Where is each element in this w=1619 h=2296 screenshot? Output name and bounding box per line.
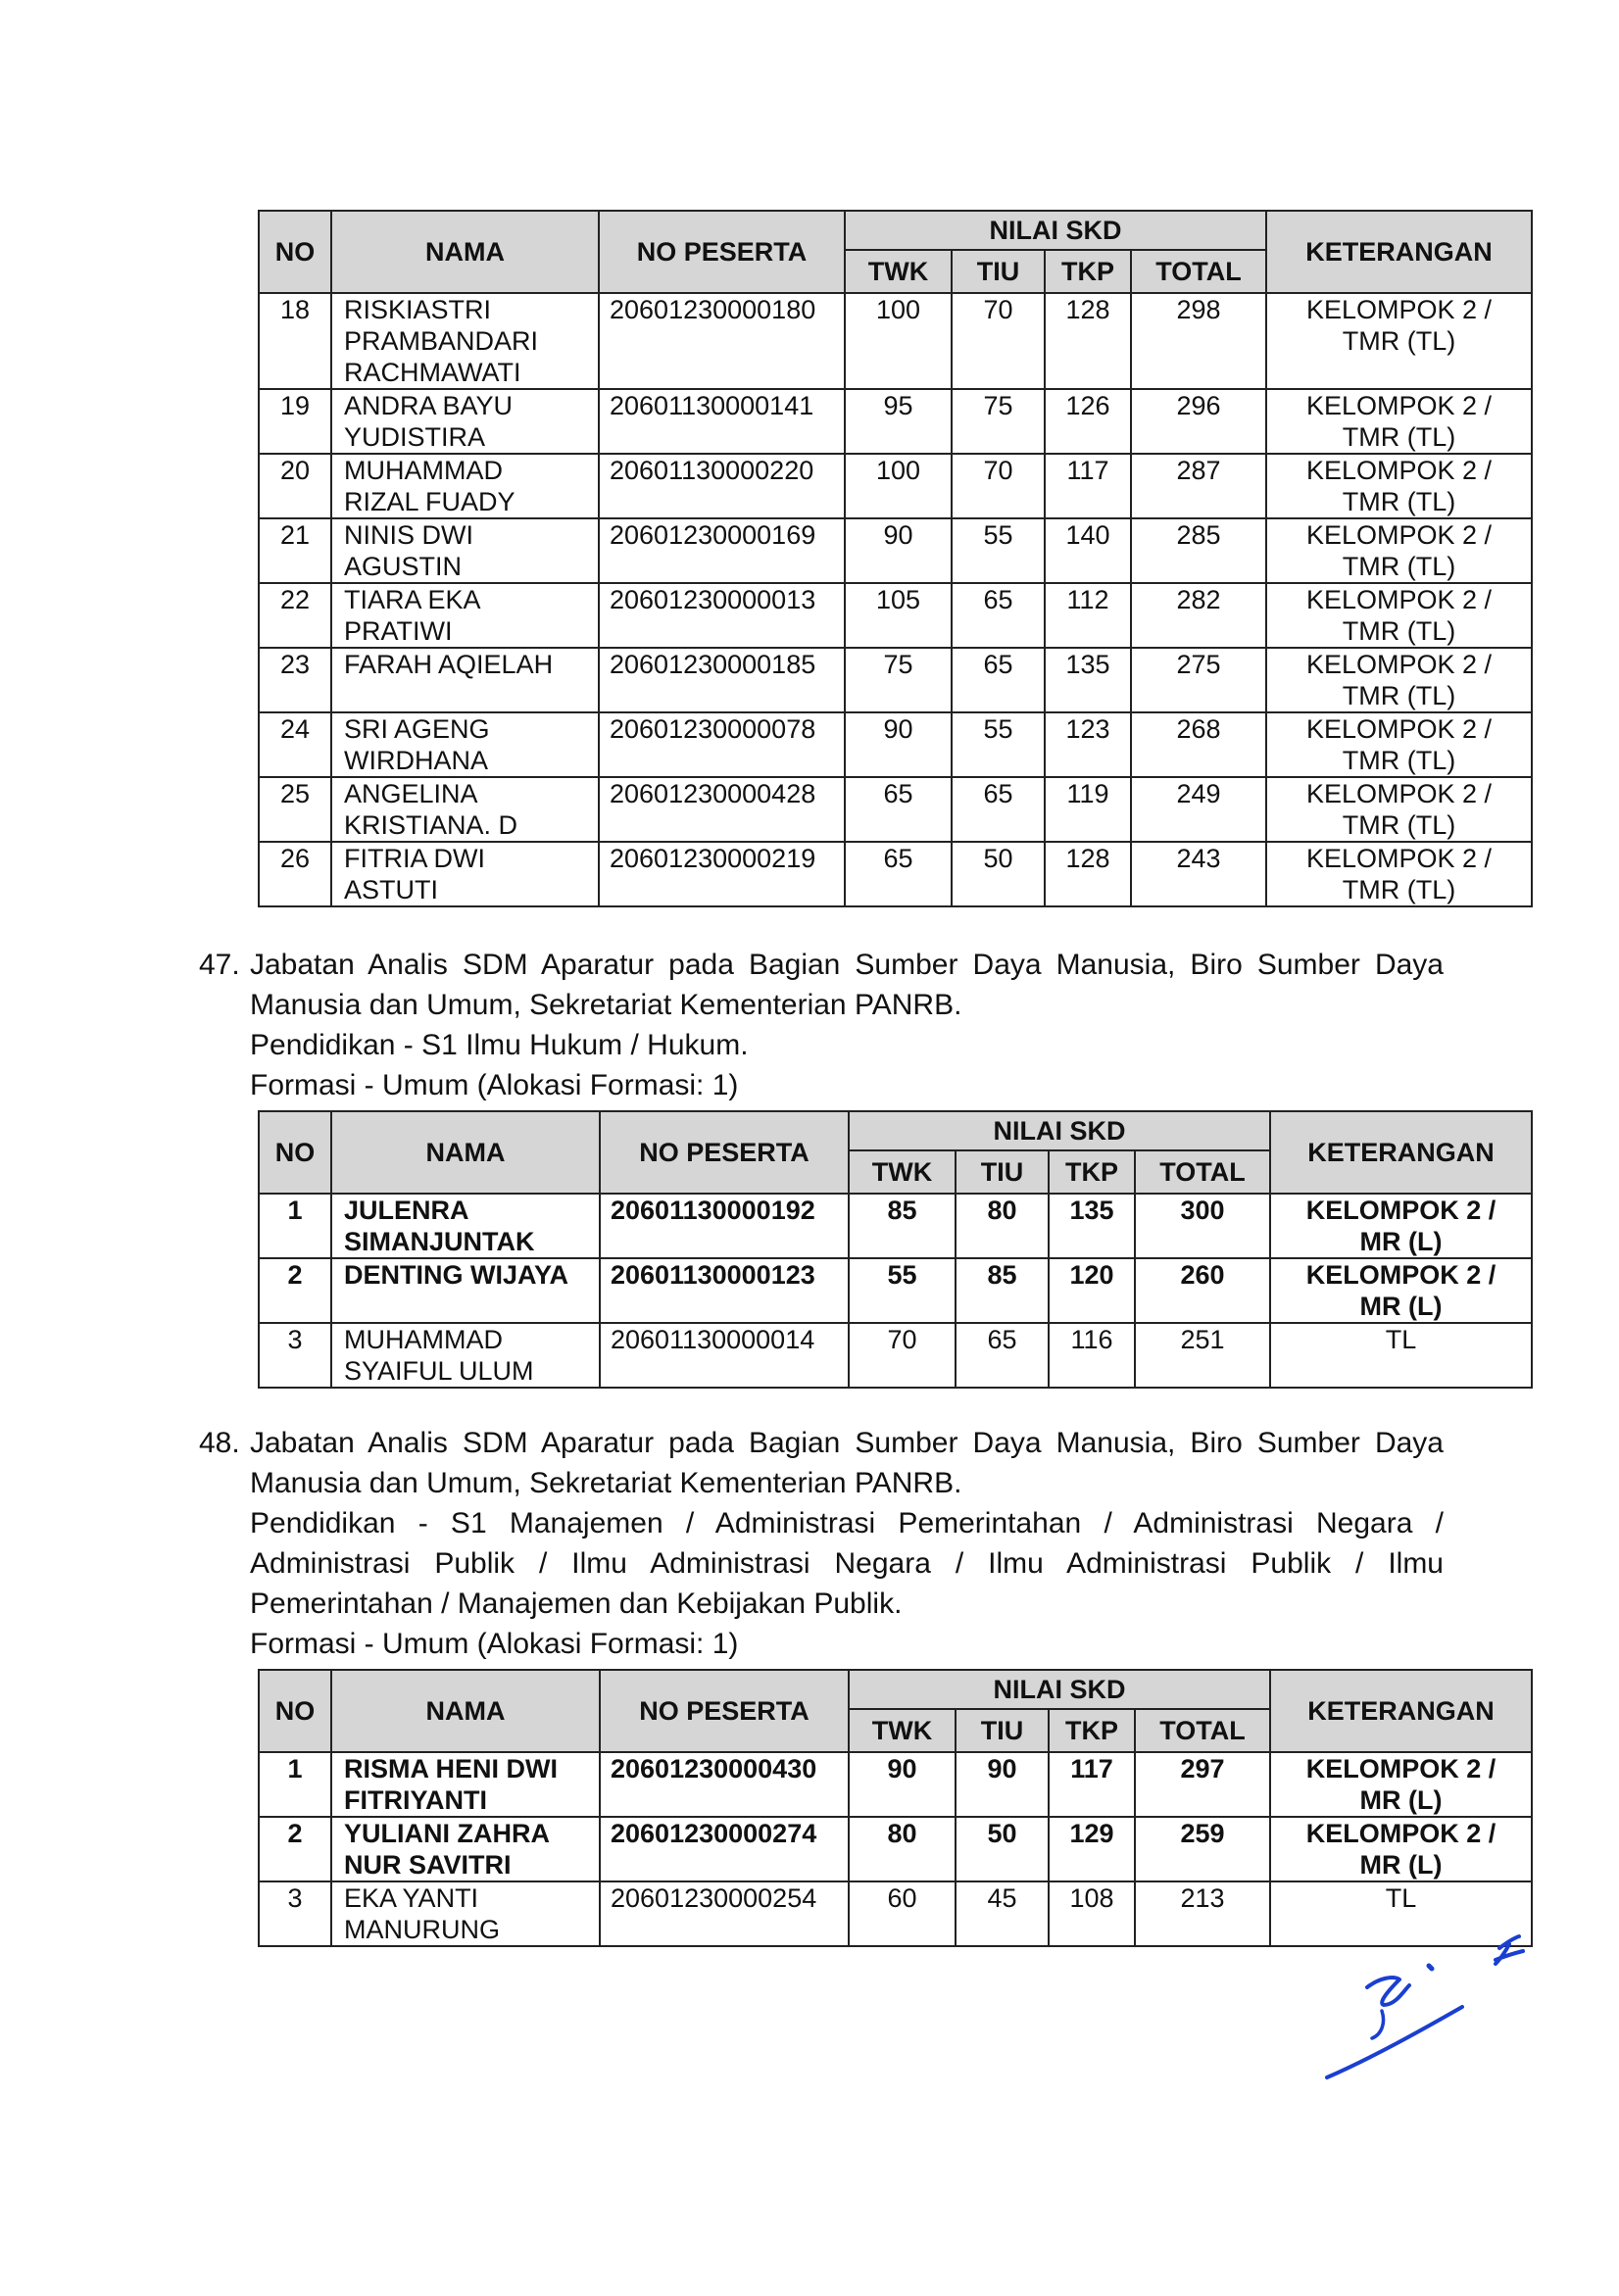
- cell-keterangan-line: KELOMPOK 2 /: [1305, 456, 1493, 485]
- cell-total: 287: [1131, 454, 1266, 518]
- cell-nama-line: RIZAL FUADY: [344, 487, 515, 516]
- header-no-peserta: NO PESERTA: [600, 1670, 849, 1752]
- table-row: [259, 518, 1532, 583]
- cell-nama-line: DENTING WIJAYA: [344, 1260, 569, 1290]
- cell-nama-line: MUHAMMAD: [344, 456, 503, 485]
- cell-no: 2: [259, 1258, 331, 1323]
- cell-no: 21: [259, 518, 331, 583]
- pendidikan-text: Administrasi Publik / Ilmu Administrasi Negara / Ilmu Administrasi Publik / Ilmu: [250, 1547, 1444, 1580]
- cell-tiu: 70: [952, 454, 1045, 518]
- cell-tkp: 128: [1045, 293, 1131, 389]
- cell-keterangan-line: MR (L): [1359, 1850, 1443, 1880]
- cell-no-peserta: 20601230000180: [599, 293, 845, 389]
- cell-keterangan-line: MR (L): [1359, 1227, 1443, 1256]
- cell-nama: [331, 583, 599, 648]
- cell-nama-line: FARAH AQIELAH: [344, 650, 554, 679]
- cell-keterangan: [1266, 842, 1532, 906]
- header-keterangan: KETERANGAN: [1270, 1670, 1532, 1752]
- cell-nama-line: WIRDHANA: [344, 746, 488, 775]
- cell-tkp: 126: [1045, 389, 1131, 454]
- header-tiu: TIU: [956, 1709, 1049, 1752]
- cell-total: 213: [1135, 1881, 1270, 1946]
- cell-nama-line: RISMA HENI DWI: [344, 1754, 558, 1783]
- cell-twk: 80: [849, 1817, 956, 1881]
- cell-tiu: 55: [952, 712, 1045, 777]
- cell-no: 3: [259, 1881, 331, 1946]
- cell-twk: 95: [845, 389, 952, 454]
- table-row: [259, 712, 1532, 777]
- cell-no: 22: [259, 583, 331, 648]
- cell-nama-line: MUHAMMAD: [344, 1325, 503, 1354]
- header-total: TOTAL: [1131, 250, 1266, 293]
- cell-nama: [331, 1194, 600, 1258]
- cell-no: 23: [259, 648, 331, 712]
- cell-total: 243: [1131, 842, 1266, 906]
- cell-tkp: 119: [1045, 777, 1131, 842]
- cell-twk: 105: [845, 583, 952, 648]
- cell-keterangan-line: MR (L): [1359, 1785, 1443, 1815]
- cell-tkp: 128: [1045, 842, 1131, 906]
- table-row: [259, 293, 1532, 389]
- cell-no-peserta: 20601130000220: [599, 454, 845, 518]
- cell-nama-line: SRI AGENG: [344, 714, 490, 744]
- header-tiu: TIU: [956, 1150, 1049, 1194]
- cell-keterangan-line: KELOMPOK 2 /: [1305, 650, 1493, 679]
- cell-no-peserta: 20601130000141: [599, 389, 845, 454]
- pendidikan-text: Pendidikan - S1 Ilmu Hukum / Hukum.: [250, 1029, 749, 1061]
- cell-keterangan-line: MR (L): [1359, 1292, 1443, 1321]
- cell-twk: 55: [849, 1258, 956, 1323]
- cell-keterangan: [1270, 1194, 1532, 1258]
- cell-tkp: 112: [1045, 583, 1131, 648]
- cell-keterangan-line: KELOMPOK 2 /: [1305, 844, 1493, 873]
- header-total: TOTAL: [1135, 1709, 1270, 1752]
- cell-total: 251: [1135, 1323, 1270, 1388]
- cell-nama: [331, 1817, 600, 1881]
- cell-total: 275: [1131, 648, 1266, 712]
- table-row: [259, 1817, 1532, 1881]
- cell-keterangan-line: KELOMPOK 2 /: [1305, 1819, 1496, 1848]
- cell-keterangan-line: KELOMPOK 2 /: [1305, 1196, 1496, 1225]
- cell-total: 297: [1135, 1752, 1270, 1817]
- cell-no: 1: [259, 1752, 331, 1817]
- section-47: [199, 945, 1444, 1105]
- cell-nama-line: RISKIASTRI: [344, 295, 492, 324]
- header-twk: TWK: [845, 250, 952, 293]
- section-48: [199, 1423, 1444, 1664]
- cell-keterangan-line: KELOMPOK 2 /: [1305, 714, 1493, 744]
- cell-no: 2: [259, 1817, 331, 1881]
- cell-twk: 65: [845, 842, 952, 906]
- cell-nama-line: ANDRA BAYU: [344, 391, 514, 420]
- cell-keterangan: [1266, 712, 1532, 777]
- cell-keterangan-line: TMR (TL): [1342, 681, 1456, 710]
- header-twk: TWK: [849, 1150, 956, 1194]
- signature-initials: [1313, 1921, 1548, 2087]
- cell-tiu: 75: [952, 389, 1045, 454]
- cell-keterangan: [1266, 389, 1532, 454]
- cell-total: 259: [1135, 1817, 1270, 1881]
- cell-tkp: 123: [1045, 712, 1131, 777]
- cell-nama: [331, 648, 599, 712]
- cell-keterangan: [1266, 777, 1532, 842]
- cell-no-peserta: 20601130000123: [600, 1258, 849, 1323]
- cell-total: 285: [1131, 518, 1266, 583]
- cell-keterangan: [1270, 1817, 1532, 1881]
- cell-nama: [331, 454, 599, 518]
- cell-keterangan-line: TMR (TL): [1342, 326, 1456, 356]
- cell-tkp: 116: [1049, 1323, 1135, 1388]
- cell-nama: [331, 1258, 600, 1323]
- table-row: [259, 1194, 1532, 1258]
- table-row: [259, 777, 1532, 842]
- header-no-peserta: NO PESERTA: [600, 1111, 849, 1194]
- cell-twk: 90: [845, 712, 952, 777]
- header-tiu: TIU: [952, 250, 1045, 293]
- header-total: TOTAL: [1135, 1150, 1270, 1194]
- cell-keterangan-line: TMR (TL): [1342, 875, 1456, 904]
- cell-total: 260: [1135, 1258, 1270, 1323]
- cell-tkp: 120: [1049, 1258, 1135, 1323]
- cell-keterangan-line: KELOMPOK 2 /: [1305, 1260, 1496, 1290]
- header-nilai-skd: NILAI SKD: [849, 1670, 1270, 1709]
- cell-keterangan: [1266, 518, 1532, 583]
- cell-tiu: 45: [956, 1881, 1049, 1946]
- cell-keterangan: [1266, 454, 1532, 518]
- cell-tkp: 135: [1045, 648, 1131, 712]
- cell-nama: [331, 1881, 600, 1946]
- cell-twk: 90: [849, 1752, 956, 1817]
- cell-tiu: 80: [956, 1194, 1049, 1258]
- cell-nama-line: AGUSTIN: [344, 552, 463, 581]
- cell-nama-line: JULENRA: [344, 1196, 469, 1225]
- cell-nama-line: FITRIYANTI: [344, 1785, 488, 1815]
- cell-keterangan-line: TL: [1385, 1883, 1417, 1913]
- cell-tiu: 85: [956, 1258, 1049, 1323]
- cell-no: 24: [259, 712, 331, 777]
- cell-no: 18: [259, 293, 331, 389]
- cell-nama: [331, 712, 599, 777]
- cell-tiu: 55: [952, 518, 1045, 583]
- cell-twk: 70: [849, 1323, 956, 1388]
- cell-nama-line: EKA YANTI: [344, 1883, 479, 1913]
- cell-nama-line: YULIANI ZAHRA: [344, 1819, 550, 1848]
- cell-keterangan-line: KELOMPOK 2 /: [1305, 295, 1493, 324]
- cell-keterangan: [1266, 293, 1532, 389]
- cell-total: 282: [1131, 583, 1266, 648]
- cell-nama-line: NINIS DWI: [344, 520, 473, 550]
- cell-twk: 65: [845, 777, 952, 842]
- formasi-text: Formasi - Umum (Alokasi Formasi: 1): [250, 1628, 739, 1660]
- cell-nama-line: MANURUNG: [344, 1915, 500, 1944]
- pendidikan-text: Pendidikan - S1 Manajemen / Administrasi Pemerintahan / Administrasi Negara /: [250, 1507, 1444, 1539]
- cell-nama: [331, 842, 599, 906]
- cell-no: 3: [259, 1323, 331, 1388]
- cell-tiu: 65: [952, 648, 1045, 712]
- cell-no-peserta: 20601230000078: [599, 712, 845, 777]
- cell-nama: [331, 1323, 600, 1388]
- cell-keterangan-line: KELOMPOK 2 /: [1305, 779, 1493, 808]
- cell-no-peserta: 20601230000219: [599, 842, 845, 906]
- cell-no: 20: [259, 454, 331, 518]
- cell-keterangan: [1270, 1323, 1532, 1388]
- cell-no: 19: [259, 389, 331, 454]
- cell-keterangan-line: KELOMPOK 2 /: [1305, 1754, 1496, 1783]
- table-row: [259, 648, 1532, 712]
- header-nama: NAMA: [331, 1111, 600, 1194]
- table-row: [259, 842, 1532, 906]
- jabatan-text: Jabatan Analis SDM Aparatur pada Bagian Sumber Daya Manusia, Biro Sumber Daya: [250, 1427, 1444, 1459]
- cell-tiu: 90: [956, 1752, 1049, 1817]
- cell-keterangan-line: TMR (TL): [1342, 616, 1456, 646]
- cell-nama-line: FITRIA DWI: [344, 844, 485, 873]
- cell-nama-line: YUDISTIRA: [344, 422, 486, 452]
- formasi-text: Formasi - Umum (Alokasi Formasi: 1): [250, 1069, 739, 1101]
- cell-nama-line: RACHMAWATI: [344, 358, 521, 387]
- cell-tiu: 70: [952, 293, 1045, 389]
- cell-nama-line: NUR SAVITRI: [344, 1850, 512, 1880]
- table-row: [259, 1323, 1532, 1388]
- cell-keterangan-line: TL: [1385, 1325, 1417, 1354]
- cell-tkp: 129: [1049, 1817, 1135, 1881]
- cell-nama-line: SIMANJUNTAK: [344, 1227, 535, 1256]
- cell-nama: [331, 777, 599, 842]
- header-no: NO: [259, 211, 331, 293]
- header-twk: TWK: [849, 1709, 956, 1752]
- cell-nama-line: ASTUTI: [344, 875, 439, 904]
- cell-total: 300: [1135, 1194, 1270, 1258]
- table-row: [259, 1258, 1532, 1323]
- cell-no-peserta: 20601130000014: [600, 1323, 849, 1388]
- cell-nama-line: PRAMBANDARI: [344, 326, 539, 356]
- cell-keterangan-line: KELOMPOK 2 /: [1305, 585, 1493, 614]
- results-table-47: [258, 1110, 1533, 1389]
- header-no-peserta: NO PESERTA: [599, 211, 845, 293]
- cell-tkp: 117: [1049, 1752, 1135, 1817]
- table-row: [259, 454, 1532, 518]
- cell-no-peserta: 20601130000192: [600, 1194, 849, 1258]
- cell-no: 25: [259, 777, 331, 842]
- table-row: [259, 389, 1532, 454]
- cell-no-peserta: 20601230000274: [600, 1817, 849, 1881]
- cell-total: 249: [1131, 777, 1266, 842]
- cell-twk: 85: [849, 1194, 956, 1258]
- cell-keterangan-line: TMR (TL): [1342, 487, 1456, 516]
- cell-twk: 90: [845, 518, 952, 583]
- cell-total: 296: [1131, 389, 1266, 454]
- cell-tkp: 108: [1049, 1881, 1135, 1946]
- results-table-48: [258, 1669, 1533, 1947]
- cell-no: 26: [259, 842, 331, 906]
- cell-no-peserta: 20601230000428: [599, 777, 845, 842]
- header-nama: NAMA: [331, 211, 599, 293]
- cell-no-peserta: 20601230000185: [599, 648, 845, 712]
- cell-keterangan-line: TMR (TL): [1342, 746, 1456, 775]
- cell-keterangan: [1266, 648, 1532, 712]
- jabatan-text: Manusia dan Umum, Sekretariat Kementerian PANRB.: [250, 1467, 962, 1499]
- cell-keterangan: [1270, 1258, 1532, 1323]
- cell-tiu: 65: [956, 1323, 1049, 1388]
- pendidikan-text: Pemerintahan / Manajemen dan Kebijakan Publik.: [250, 1588, 903, 1620]
- cell-keterangan-line: KELOMPOK 2 /: [1305, 520, 1493, 550]
- results-table-continued: [258, 210, 1533, 907]
- header-nama: NAMA: [331, 1670, 600, 1752]
- cell-keterangan: [1266, 583, 1532, 648]
- cell-nama: [331, 1752, 600, 1817]
- cell-nama-line: PRATIWI: [344, 616, 453, 646]
- cell-tiu: 65: [952, 583, 1045, 648]
- cell-nama: [331, 293, 599, 389]
- cell-tkp: 140: [1045, 518, 1131, 583]
- cell-no-peserta: 20601230000013: [599, 583, 845, 648]
- header-keterangan: KETERANGAN: [1266, 211, 1532, 293]
- cell-nama: [331, 389, 599, 454]
- cell-tiu: 65: [952, 777, 1045, 842]
- signature-strokes: [1327, 1936, 1523, 2077]
- cell-no-peserta: 20601230000254: [600, 1881, 849, 1946]
- cell-twk: 75: [845, 648, 952, 712]
- cell-keterangan-line: TMR (TL): [1342, 422, 1456, 452]
- cell-keterangan-line: TMR (TL): [1342, 810, 1456, 840]
- section-number: 47.: [199, 949, 240, 981]
- header-tkp: TKP: [1049, 1709, 1135, 1752]
- cell-total: 298: [1131, 293, 1266, 389]
- table-row: [259, 1752, 1532, 1817]
- cell-keterangan: [1270, 1752, 1532, 1817]
- table-row: [259, 583, 1532, 648]
- cell-tiu: 50: [952, 842, 1045, 906]
- jabatan-text: Manusia dan Umum, Sekretariat Kementerian PANRB.: [250, 989, 962, 1021]
- header-tkp: TKP: [1049, 1150, 1135, 1194]
- cell-keterangan-line: KELOMPOK 2 /: [1305, 391, 1493, 420]
- cell-total: 268: [1131, 712, 1266, 777]
- cell-twk: 100: [845, 293, 952, 389]
- cell-nama: [331, 518, 599, 583]
- section-number: 48.: [199, 1427, 240, 1459]
- cell-tiu: 50: [956, 1817, 1049, 1881]
- header-nilai-skd: NILAI SKD: [845, 211, 1266, 250]
- cell-nama-line: SYAIFUL ULUM: [344, 1356, 534, 1386]
- cell-twk: 100: [845, 454, 952, 518]
- cell-tkp: 135: [1049, 1194, 1135, 1258]
- cell-no-peserta: 20601230000169: [599, 518, 845, 583]
- header-no: NO: [259, 1670, 331, 1752]
- cell-no: 1: [259, 1194, 331, 1258]
- cell-no-peserta: 20601230000430: [600, 1752, 849, 1817]
- cell-nama-line: ANGELINA: [344, 779, 478, 808]
- jabatan-text: Jabatan Analis SDM Aparatur pada Bagian Sumber Daya Manusia, Biro Sumber Daya: [250, 949, 1444, 981]
- cell-keterangan-line: TMR (TL): [1342, 552, 1456, 581]
- cell-twk: 60: [849, 1881, 956, 1946]
- header-no: NO: [259, 1111, 331, 1194]
- header-keterangan: KETERANGAN: [1270, 1111, 1532, 1194]
- header-tkp: TKP: [1045, 250, 1131, 293]
- header-nilai-skd: NILAI SKD: [849, 1111, 1270, 1150]
- cell-nama-line: KRISTIANA. D: [344, 810, 518, 840]
- cell-tkp: 117: [1045, 454, 1131, 518]
- cell-nama-line: TIARA EKA: [344, 585, 481, 614]
